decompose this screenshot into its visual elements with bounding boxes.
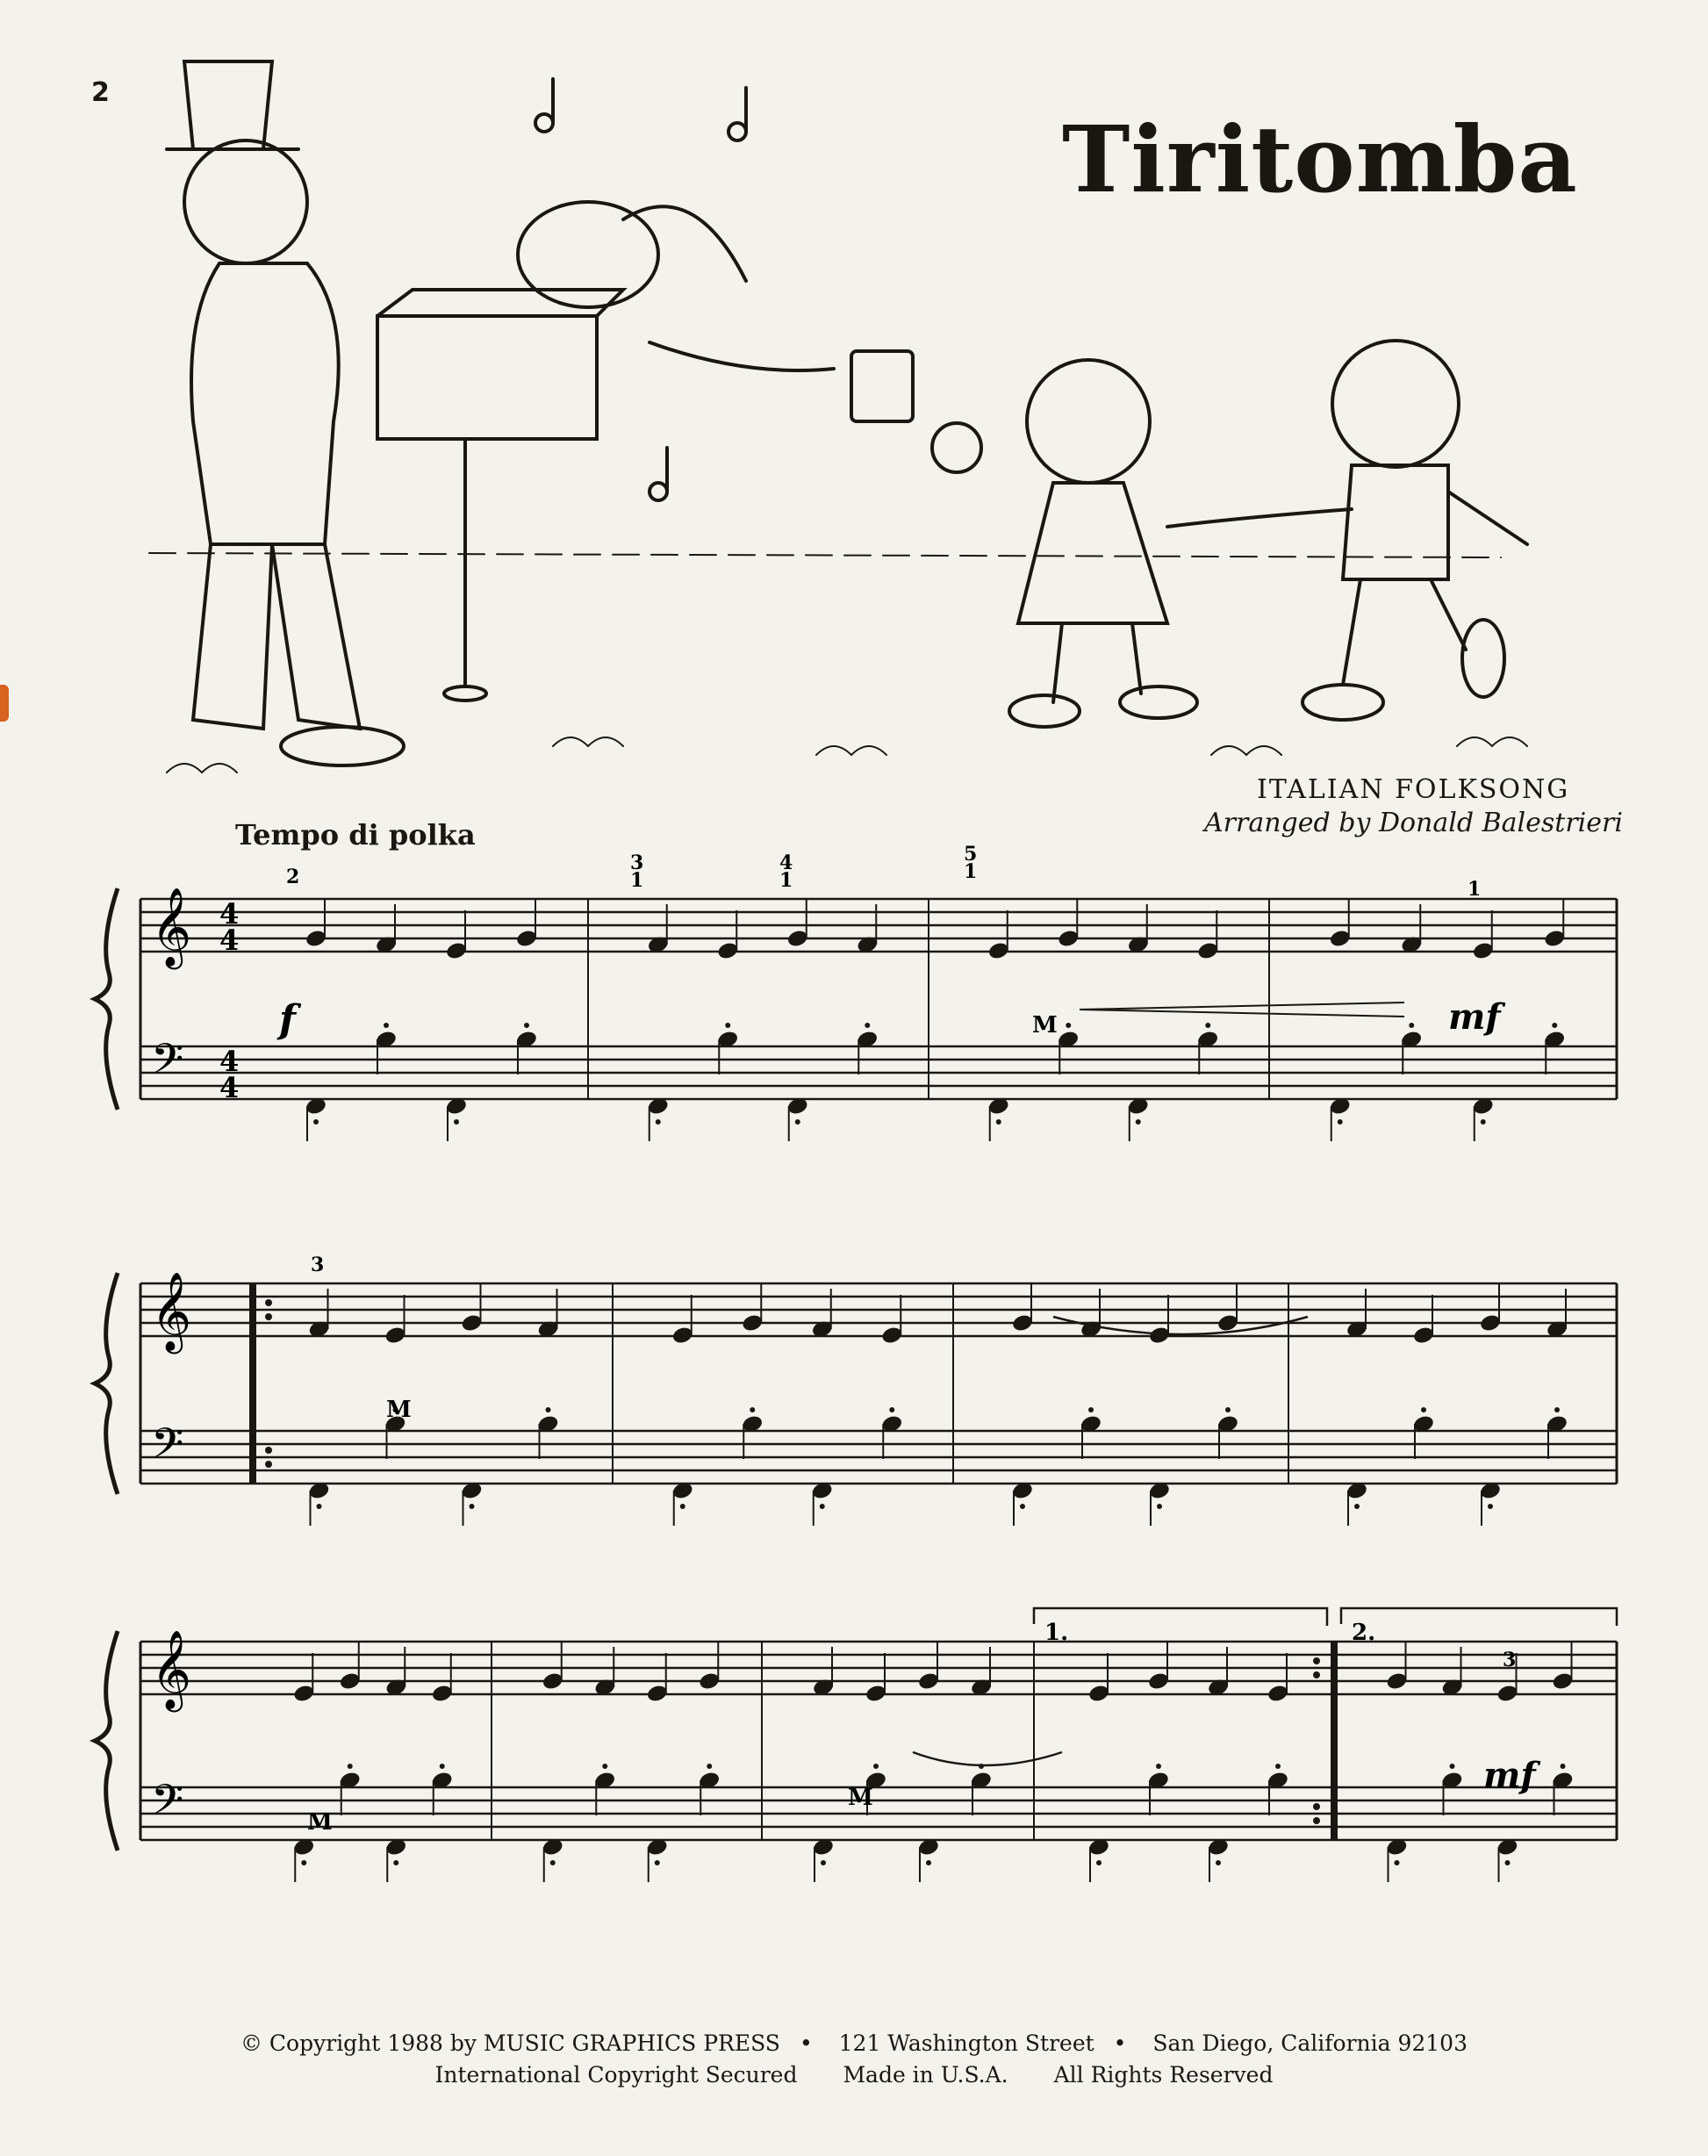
time-signature-denominator: 4: [219, 1071, 240, 1104]
dynamic-mezzo-forte: mf: [1448, 996, 1501, 1038]
staccato-dot: [1505, 1860, 1511, 1865]
staccato-dot: [393, 1860, 398, 1865]
staccato-dot: [655, 1860, 660, 1865]
repeat-dot: [265, 1447, 272, 1454]
fingering-number: 2: [286, 866, 300, 888]
staccato-dot: [1338, 1119, 1343, 1125]
song-title: Tiritomba: [1062, 105, 1578, 213]
fingering-number: 1: [1468, 878, 1482, 901]
first-ending-bracket: [1034, 1608, 1327, 1626]
bass-label: M: [1032, 1012, 1058, 1038]
grand-staff-brace: [95, 1631, 118, 1851]
staccato-dot: [725, 1023, 730, 1028]
repeat-dot: [1313, 1803, 1320, 1810]
staccato-dot: [996, 1119, 1001, 1125]
copyright-footer: [0, 2028, 1708, 2091]
staccato-dot: [1554, 1407, 1560, 1412]
staccato-dot: [1561, 1764, 1566, 1769]
staccato-dot: [348, 1764, 353, 1769]
copyright-line-1: © Copyright 1988 by MUSIC GRAPHICS PRESS • 121 Washington Street • San Diego, California 92103: [240, 2030, 1468, 2056]
staccato-dot: [1216, 1860, 1221, 1865]
staccato-dot: [1481, 1119, 1486, 1125]
staccato-dot: [1066, 1023, 1071, 1028]
staccato-dot: [1409, 1023, 1414, 1028]
second-ending-bracket: [1341, 1608, 1617, 1626]
staccato-dot: [1225, 1407, 1231, 1412]
publisher-street: 121 Washington Street: [838, 2030, 1094, 2056]
repeat-dot: [1313, 1657, 1320, 1664]
staccato-dot: [1552, 1023, 1557, 1028]
staccato-dot: [1157, 1504, 1162, 1509]
diminuendo-hairpin: [1080, 1003, 1404, 1017]
tempo-marking: Tempo di polka: [235, 818, 476, 852]
staccato-dot: [680, 1504, 685, 1509]
repeat-dot: [1313, 1817, 1320, 1824]
time-signature-numerator: 4: [219, 1045, 240, 1078]
treble-clef-icon: 𝄞: [151, 888, 192, 967]
dynamic-forte: f: [279, 997, 296, 1042]
staccato-dot: [1488, 1504, 1493, 1509]
bass-label: M: [307, 1809, 333, 1836]
bass-clef-icon: 𝄢: [151, 1034, 184, 1094]
copyright-secured: International Copyright Secured: [434, 2062, 798, 2088]
staccato-dot: [820, 1504, 825, 1509]
repeat-dot: [1313, 1671, 1320, 1678]
repeat-dot: [265, 1299, 272, 1306]
page-number: 2: [91, 77, 110, 108]
staccato-dot: [1450, 1764, 1455, 1769]
staccato-dot: [454, 1119, 459, 1125]
staccato-dot: [889, 1407, 894, 1412]
first-ending-label: 1.: [1044, 1620, 1069, 1646]
repeat-dot: [265, 1461, 272, 1468]
fingering-number: 3: [311, 1254, 325, 1276]
dynamic-mezzo-forte: mf: [1483, 1755, 1536, 1796]
staccato-dot: [602, 1764, 607, 1769]
staccato-dot: [440, 1764, 445, 1769]
staccato-dot: [317, 1504, 322, 1509]
repeat-start-bar: [249, 1283, 256, 1484]
staccato-dot: [470, 1504, 475, 1509]
staccato-dot: [1136, 1119, 1141, 1125]
tie: [913, 1752, 1062, 1765]
staccato-dot: [384, 1023, 389, 1028]
staccato-dot: [313, 1119, 319, 1125]
bass-clef-icon: 𝄢: [151, 1419, 184, 1478]
staccato-dot: [1096, 1860, 1102, 1865]
bass-label: M: [848, 1785, 873, 1811]
staccato-dot: [1421, 1407, 1426, 1412]
fingering-number: 1: [630, 869, 644, 892]
arranger-credit: Arranged by Donald Balestrieri: [1204, 808, 1623, 838]
staccato-dot: [750, 1407, 755, 1412]
time-signature-numerator: 4: [219, 897, 240, 931]
copyright-line-2: [0, 2059, 1708, 2091]
time-signature-denominator: 4: [219, 923, 240, 957]
staccato-dot: [546, 1407, 551, 1412]
staccato-dot: [550, 1860, 556, 1865]
copyright-notice: © Copyright 1988 by MUSIC GRAPHICS PRESS: [240, 2030, 780, 2056]
staccato-dot: [301, 1860, 306, 1865]
staccato-dot: [1088, 1407, 1094, 1412]
fingering-number: 1: [964, 860, 978, 883]
staccato-dot: [1020, 1504, 1025, 1509]
publisher-city: San Diego, California 92103: [1152, 2030, 1468, 2056]
staccato-dot: [865, 1023, 870, 1028]
staccato-dot: [821, 1860, 826, 1865]
staccato-dot: [1205, 1023, 1210, 1028]
fingering-number: 5: [964, 843, 978, 866]
staccato-dot: [524, 1023, 529, 1028]
fingering-number: 3: [630, 852, 644, 874]
fingering-number: 3: [1503, 1649, 1517, 1671]
treble-clef-icon: 𝄞: [151, 1630, 192, 1709]
staccato-dot: [1156, 1764, 1161, 1769]
bass-clef-icon: 𝄢: [151, 1775, 184, 1835]
grand-staff-brace: [95, 1273, 118, 1494]
staccato-dot: [1395, 1860, 1400, 1865]
second-ending-label: 2.: [1352, 1620, 1376, 1646]
rights-reserved: All Rights Reserved: [1053, 2062, 1274, 2088]
treble-clef-icon: 𝄞: [151, 1272, 192, 1351]
made-in: Made in U.S.A.: [843, 2062, 1008, 2088]
staccato-dot: [707, 1764, 712, 1769]
staccato-dot: [1275, 1764, 1281, 1769]
staccato-dot: [656, 1119, 661, 1125]
song-origin: ITALIAN FOLKSONG: [1257, 774, 1570, 805]
staccato-dot: [1354, 1504, 1360, 1509]
repeat-end-bar: [1331, 1642, 1338, 1840]
staccato-dot: [873, 1764, 879, 1769]
staccato-dot: [926, 1860, 931, 1865]
repeat-dot: [265, 1313, 272, 1320]
grand-staff-brace: [95, 888, 118, 1110]
fingering-number: 4: [779, 852, 793, 874]
fingering-number: 1: [779, 869, 793, 892]
bass-label: M: [386, 1397, 412, 1423]
staccato-dot: [795, 1119, 800, 1125]
